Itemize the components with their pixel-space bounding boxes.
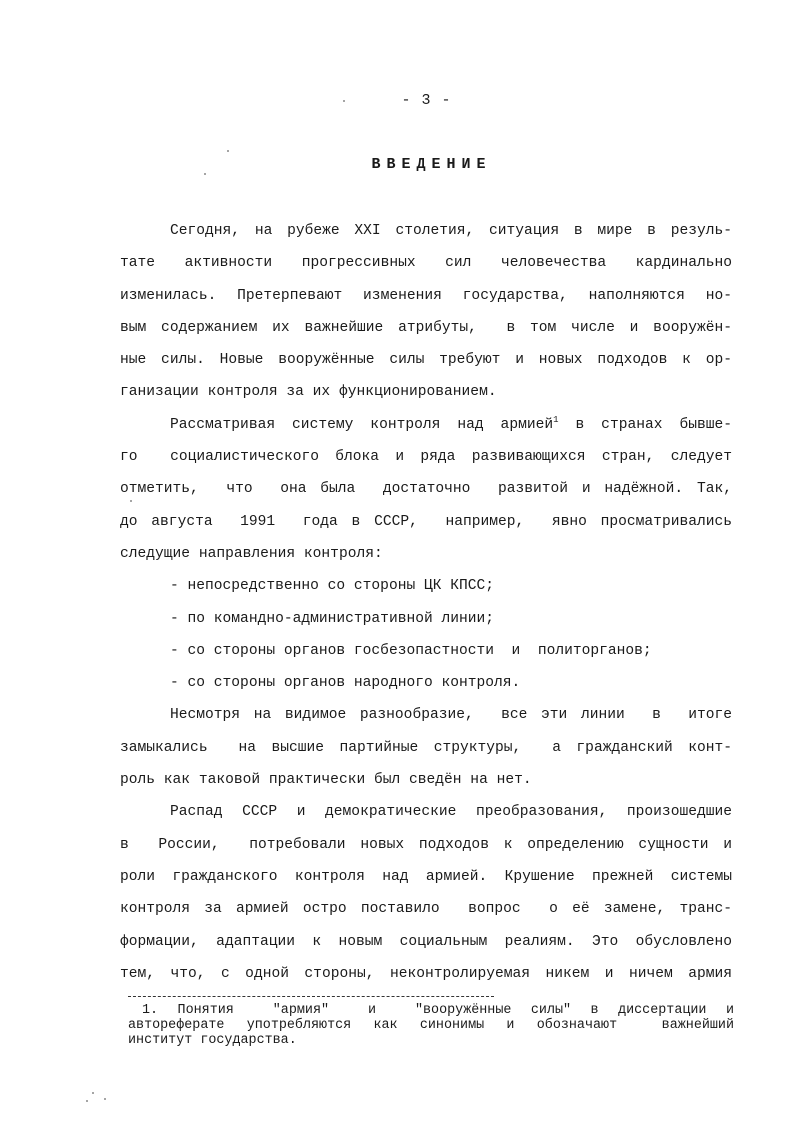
body-text bbox=[120, 218, 732, 993]
text-line-with-footnote-ref bbox=[120, 412, 732, 444]
text-line: ные силы. Новые вооружённые силы требуют и новых подходов к ор- bbox=[120, 352, 732, 369]
text-line: изменилась. Претерпевают изменения государства, наполняются но- bbox=[120, 287, 732, 304]
list-item: - со стороны органов народного контроля. bbox=[170, 675, 521, 692]
footnote-line: автореферате употребляются как синонимы и обозначают важнейший bbox=[128, 1018, 734, 1033]
scan-speck bbox=[86, 1100, 88, 1102]
text-line: тем, что, с одной стороны, неконтролируемая никем и ничем армия bbox=[120, 965, 732, 982]
scan-speck bbox=[227, 150, 229, 152]
list-item: - по командно-административной линии; bbox=[170, 610, 495, 627]
section-heading: ВВЕДЕНИЕ bbox=[371, 156, 492, 173]
text-line: Несмотря на видимое разнообразие, все эти линии в итоге bbox=[170, 707, 732, 724]
list-item: - непосредственно со стороны ЦК КПСС; bbox=[170, 578, 495, 595]
list-item: - со стороны органов госбезопастности и политорганов; bbox=[170, 642, 652, 659]
text-fragment: Рассматривая систему контроля над армией bbox=[170, 416, 554, 433]
scan-speck bbox=[204, 173, 206, 175]
footnote-line: институт государства. bbox=[128, 1033, 297, 1048]
scan-speck bbox=[130, 500, 132, 502]
footnote-reference: 1 bbox=[553, 414, 559, 425]
text-line: в России, потребовали новых подходов к определению сущности и bbox=[120, 836, 732, 853]
footnote-line: 1. Понятия "армия" и "вооружённые силы" в диссертации и bbox=[142, 1003, 734, 1018]
text-line: отметить, что она была достаточно развитой и надёжной. Так, bbox=[120, 481, 732, 498]
text-line: формации, адаптации к новым социальным реалиям. Это обусловлено bbox=[120, 933, 732, 950]
text-line: вым содержанием их важнейшие атрибуты, в том числе и вооружён- bbox=[120, 319, 732, 336]
text-fragment: в странах бывше- bbox=[558, 416, 732, 433]
text-line: го социалистического блока и ряда развивающихся стран, следует bbox=[120, 449, 732, 466]
scan-speck bbox=[104, 1098, 106, 1100]
scan-speck bbox=[343, 100, 345, 102]
text-line: до августа 1991 года в СССР, например, явно просматривались bbox=[120, 513, 732, 530]
text-line: роли гражданского контроля над армией. Крушение прежней системы bbox=[120, 868, 732, 885]
text-line: следущие направления контроля: bbox=[120, 545, 383, 562]
scan-speck bbox=[92, 1092, 94, 1094]
text-line: Сегодня, на рубеже XXI столетия, ситуация в мире в резуль- bbox=[170, 223, 732, 239]
footnote bbox=[128, 1003, 734, 1048]
text-line: тате активности прогрессивных сил человечества кардинально bbox=[120, 255, 732, 272]
page-number: - 3 - bbox=[401, 92, 452, 109]
footnote-separator bbox=[128, 996, 494, 997]
text-line: роль как таковой практически был сведён на нет. bbox=[120, 772, 532, 789]
text-line: ганизации контроля за их функционированием. bbox=[120, 384, 497, 401]
text-line: Распад СССР и демократические преобразования, произошедшие bbox=[170, 804, 732, 821]
text-line: замыкались на высшие партийные структуры, а гражданский конт- bbox=[120, 739, 732, 756]
text-line: контроля за армией остро поставило вопрос о её замене, транс- bbox=[120, 901, 732, 918]
